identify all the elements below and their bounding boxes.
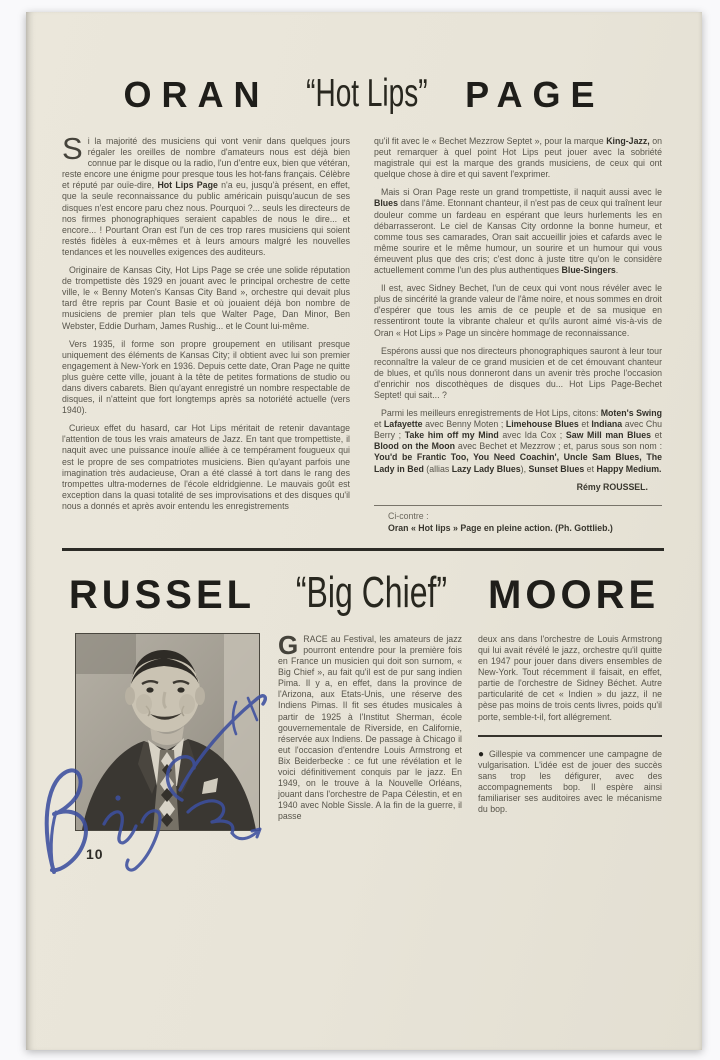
photo-caption [374,505,662,534]
paragraph: Curieux effet du hasard, car Hot Lips méritait de retenir davantage l'attention de tous les vrais amateurs de Jazz. En tant que trompettiste, il naquit avec une puissance inouïe alliée à ce tempérament fougueux qui est le propre de ses compatriotes musiciens. Bien qu'ayant parfois une imagination très audacieuse, Oran a été classé à tort dans le rang des trompettes ultra-modernes de l'école eldridgienne. Le mauvais goût est exception dans la quasi totalité de ses improvisations et des disques qu'il nous a donnés et après avoir entendu les enregistrements [62,423,350,511]
article1-title [26,12,702,116]
article1-columns [26,122,702,534]
magazine-page [26,12,702,1050]
article2-column-middle [278,629,462,862]
paragraph: Il est, avec Sidney Bechet, l'un de ceux qui vont nous révéler avec le plus de sincérité la grande valeur de l'âme noire, et nous sommes en droit d'espérer que tous les amis de ce peuple et de sa musique en ressentiront toute la vibrante chaleur et qu'ils auront aimé vis-à-vis de Oran « Hot Lips » Page un sincère hommage de reconnaissance. [374,283,662,338]
byline: Rémy ROUSSEL. [576,481,648,492]
paragraph: Espérons aussi que nos directeurs phonographiques sauront à leur tour reconnaître la valeur de ce grand musicien et de cet émouvant chanteur de blues, et qu'ils nous donneront dans un avenir très proche l'occasion d'enrichir nos discothèques de disques du... Hot Lips Page-Bechet Septet! qui sait... ? [374,345,662,400]
paragraph: qu'il fit avec le « Bechet Mezzrow Septet », pour la marque King-Jazz, on peut remarquer à quel point Hot Lips peut jouer avec la sobriété magistrale qui est la marque des grands musiciens, de ceux qui ont quelque chose à dire et qui savent l'exprimer. [374,136,662,180]
paragraph-text: i la majorité des musiciens qui vont venir dans quelques jours régaler les oreilles de nombre d'amateurs nous est déjà bien connue par le disque ou la radio, l'un d'entre eux, bien que vétéran, reste encore une énigme pour presque tous les hot-fans français. Célèbre et réputé par ouïe-dire, Hot Lips Page n'a eu, jusqu'à présent, en effet, que la seule reconnaissance du public américain puisqu'aucun de ses disques n'est encore paru chez nous. Pourquoi ?... seuls les directeurs de nos firmes phonographiques seraient capables de nous le dire... et encore... ! Pourtant Oran est l'un de ces trop rares musiciens qui soient restés fidèles à eux-mêmes et à leurs amours malgré les nouvelles tendances et les nouvelles exigences des auditeurs. [62,136,351,257]
title2-left: RUSSEL [68,572,256,617]
title2-right: MOORE [488,572,660,617]
article2-columns [26,618,702,862]
paragraph [62,131,351,258]
paragraph: Vers 1935, il forme son propre groupement en utilisant presque uniquement des éléments de Kansas City; il obtient avec lui son premier engagement à New-York en 1936. Depuis cette date, Oran Page ne quitte plus guère cette ville, jouant à la tête de petites formations de studio ou dans divers cabarets. Bien qu'ayant enregistré un nombre respectable de disques, il n'atteint que fort longtemps après sa notoriété actuelle (vers 1940). [62,338,350,416]
article2-column-right [478,634,662,862]
title1-right: PAGE [465,74,605,115]
dropcap-g: G [278,629,299,660]
paragraph: Mais si Oran Page reste un grand trompettiste, il naquit aussi avec le Blues dans l'âme. Etonnant chanteur, il n'est pas de ceux qui traînent leur douleur comme un fardeau en espérant que leurs hurlements les en débarrasseront. Le ciel de Kansas City ordonne la bonne humeur, et comme tous ses camarades, Oran sait accueillir joies et cafards avec le même sourire et le même humour, un sourire et un humour qui vous émeuvent plus que des cris; c'est donc à juste titre qu'on le considère actuellement comme l'un des plus authentiques Blue-Singers. [374,187,662,276]
paragraph: Originaire de Kansas City, Hot Lips Page se crée une solide réputation de trompettiste dès 1929 en jouant avec le principal orchestre de cette ville, le « Benny Moten's Kansas City Band », orchestre qui devait plus tard être repris par Count Basie et où jouaient déjà bon nombre de musiciens de premier plan tels que Walter Page, Dan Minor, Ben Webster, Eddie Durham, James Rushig... et le Count lui-même. [62,265,350,331]
paragraph [478,749,662,816]
photo-column [76,634,262,862]
page-number: 10 [86,845,104,862]
title2-nickname: “Big Chief” [295,568,448,617]
caption-text: Oran « Hot lips » Page en pleine action. (Ph. Gottlieb.) [388,522,613,533]
caption-label: Ci-contre : [388,510,429,521]
bullet-icon: ● [478,748,486,760]
article1-column-right [374,136,662,534]
russel-moore-photo [76,634,259,830]
paragraph-text: Gillespie va commencer une campagne de vulgarisation. L'idée est de jouer des succès sans trop les défigurer, avec des accompagnements bop. Il espère ainsi familiariser ses auditoires avec le mécanisme du bop. [478,748,662,815]
article2-title [26,551,702,618]
paragraph: Parmi les meilleurs enregistrements de Hot Lips, citons: Moten's Swing et Lafayette avec Benny Moten ; Limehouse Blues et Indiana avec Chu Berry ; Take him off my Mind avec Ida Cox ; Saw Mill man Blues et Blood on the Moon avec Bechet et Mezzrow ; et, parus sous son nom : You'd be Frantic Too, You Need Coachin', Uncle Sam Blues, The Lady in Bed (allias Lazy Lady Blues), Sunset Blues et Happy Medium. [374,408,663,474]
title1-left: ORAN [123,74,270,115]
dropcap-s: S [62,131,83,166]
paragraph-text: RACE au Festival, les amateurs de jazz pourront entendre pour la première fois en France un musicien qui doit son surnom, « Big Chief », au fait qu'il est de pur sang indien Pima. Il y a, en effet, dans la province de l'Arizona, aux Etats-Unis, une réserve des Indiens Pimas. Il fit ses études musicales à partir de 1925 à l'Institut Sherman, école gouvernementale de Riverside, en Californie, réservée aux Indiens. De passage à Chicago il eut l'occasion d'entendre Louis Armstrong et Bix Beiderbecke : ce fut une révélation et le voici définitivement conquis par le jazz. En 1949, on le trouve à la Nouvelle Orléans, jouant dans l'orchestre de Papa Célestin, et en 1940 avec Noble Sissle. A la fin de la guerre, il passe [278,633,462,822]
paragraph: deux ans dans l'orchestre de Louis Armstrong qui lui avait révélé le jazz, orchestre qu'il quitte en 1947 pour jouer dans divers ensembles de New-York. Tout récemment il faisait, en effet, partie de l'orchestre de Sidney Béchet. Autre particularité de cet « Indien » du jazz, il ne pèse pas moins de trois cents livres, poids qu'il porte, semble-t-il, fort allégrement. [478,633,662,722]
article1-column-left [62,131,351,534]
paragraph [278,629,462,823]
column-divider-rule [478,735,662,737]
title1-nickname: “Hot Lips” [306,72,428,115]
